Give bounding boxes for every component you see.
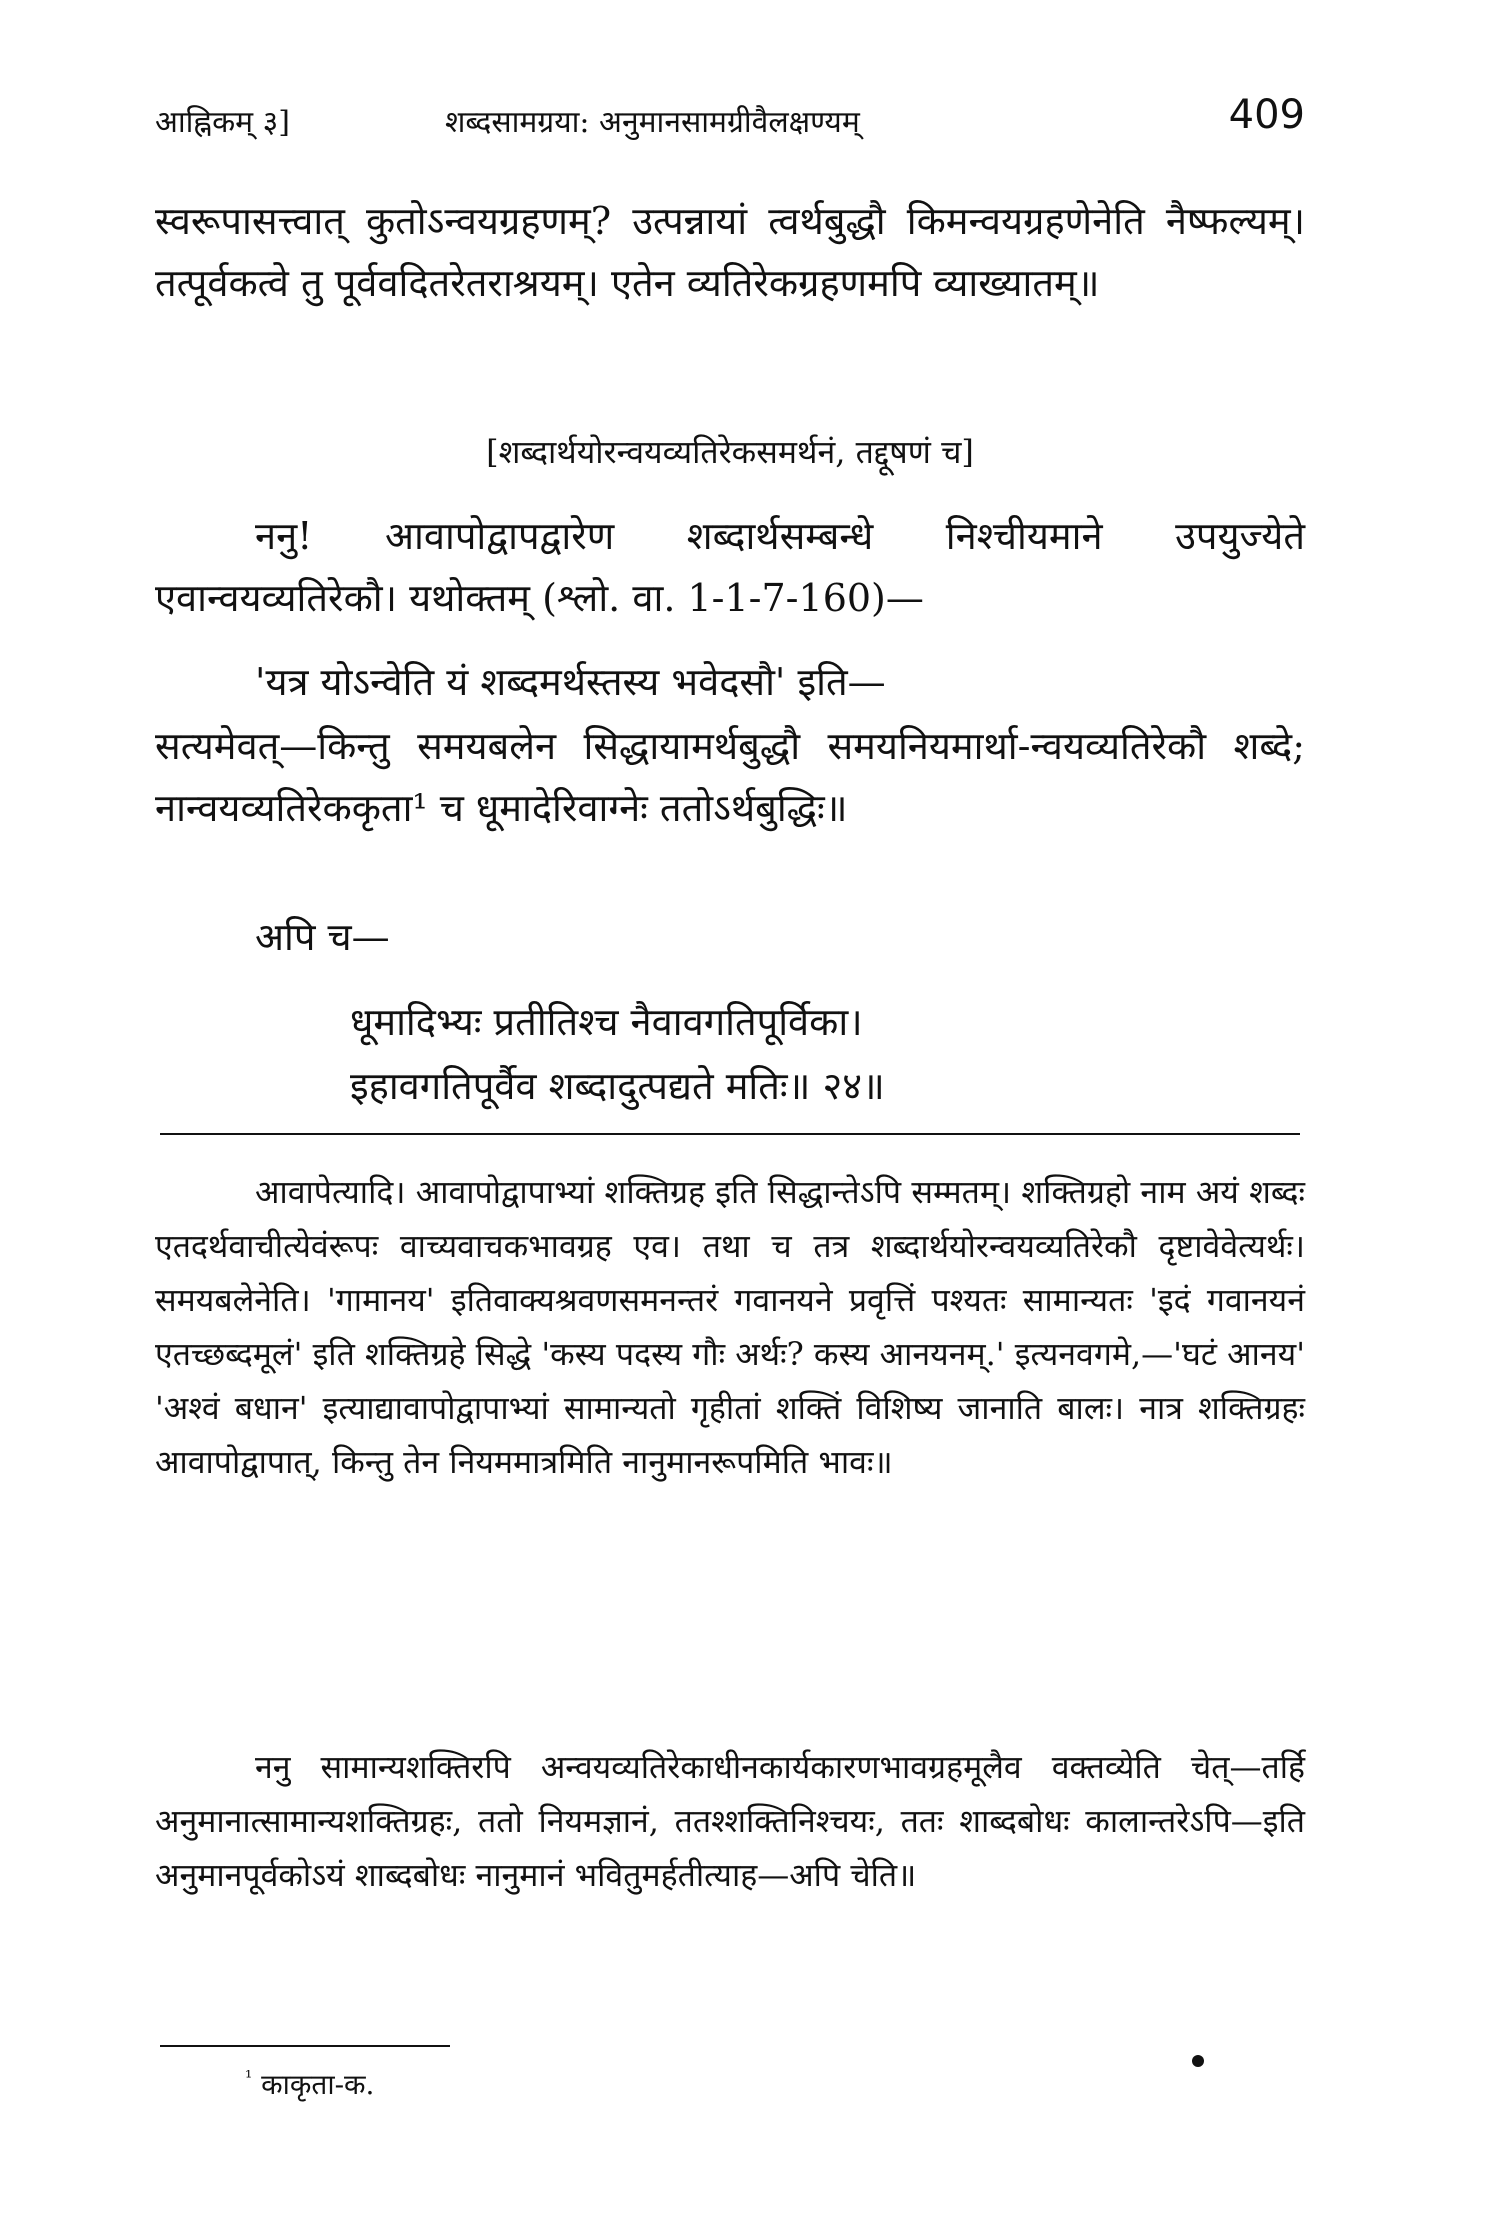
- section-heading: [शब्दार्थयोरन्वयव्यतिरेकसमर्थनं, तद्दूषणं च]: [486, 433, 974, 471]
- commentary-paragraph-1: आवापेत्यादि। आवापोद्वापाभ्यां शक्तिग्रह इति सिद्धान्तेऽपि सम्मतम्। शक्तिग्रहो नाम अयं शब्दः एतदर्थवाचीत्येवंरूपः वाच्यवाचकभावग्रह एव। तथा च तत्र शब्दार्थयोरन्वयव्यतिरेकौ दृष्टावेवेत्यर्थः। समयबलेनेति। 'गामानय' इतिवाक्यश्रवणसमनन्तरं गवानयने प्रवृत्तिं पश्यतः सामान्यतः 'इदं गवानयनं एतच्छब्दमूलं' इति शक्तिग्रहे सिद्धे 'कस्य पदस्य गौः अर्थः? कस्य आनयनम्.' इत्यनवगमे,—'घटं आनय' 'अश्वं बधान' इत्याद्यावापोद्वापाभ्यां सामान्यतो गृहीतां शक्तिं विशिष्य जानाति बालः। नात्र शक्तिग्रहः आवापोद्वापात्, किन्तु तेन नियममात्रमिति नानुमानरूपमिति भावः॥: [155, 1173, 1305, 1481]
- footnote-mark: ¹: [245, 2067, 253, 2089]
- running-header: [155, 92, 1305, 150]
- main-paragraph-1: स्वरूपासत्त्वात् कुतोऽन्वयग्रहणम्? उत्पन्नायां त्वर्थबुद्धौ किमन्वयग्रहणेनेति नैष्फल्यम्। तत्पूर्वकत्वे तु पूर्ववदितरेतराश्रयम्। एतेन व्यतिरेकग्रहणमपि व्याख्यातम्॥: [155, 199, 1305, 305]
- header-chapter: आह्निकम् ३]: [155, 105, 290, 140]
- verse-line-1: धूमादिभ्यः प्रतीतिश्च नैवावगतिपूर्विका।: [350, 1000, 863, 1044]
- quoted-verse: 'यत्र योऽन्वेति यं शब्दमर्थस्तस्य भवेदसौ' इति—: [255, 660, 886, 704]
- commentary-paragraph-2: ननु सामान्यशक्तिरपि अन्वयव्यतिरेकाधीनकार्यकारणभावग्रहमूलैव वक्तव्येति चेत्—तर्हि अनुमानात्सामान्यशक्तिग्रहः, ततो नियमज्ञानं, ततश्शक्तिनिश्चयः, ततः शाब्दबोधः कालान्तरेऽपि—इति अनुमानपूर्वकोऽयं शाब्दबोधः नानुमानं भवितुमर्हतीत्याह—अपि चेति॥: [155, 1748, 1305, 1894]
- main-paragraph-2: ननु! आवापोद्वापद्वारेण शब्दार्थसम्बन्धे निश्चीयमाने उपयुज्येते एवान्वयव्यतिरेकौ। यथोक्तम् (श्लो. वा. 1-1-7-160)—: [155, 514, 1305, 620]
- footnote-text: काकृता-क.: [261, 2068, 375, 2101]
- api-ca-line: अपि च—: [255, 915, 390, 959]
- ink-dot: [1192, 2055, 1204, 2067]
- main-paragraph-3: सत्यमेवत्—किन्तु समयबलेन सिद्धायामर्थबुद्धौ समयनियमार्था-न्वयव्यतिरेकौ शब्दे; नान्वयव्यतिरेककृता¹ च धूमादेरिवाग्नेः ततोऽर्थबुद्धिः॥: [155, 724, 1305, 830]
- page-number: 409: [1228, 92, 1305, 138]
- footnote: [245, 2065, 374, 2103]
- header-title: शब्दसामग्रया: अनुमानसामग्रीवैलक्षण्यम्: [445, 105, 860, 140]
- karika-verse: [350, 990, 1250, 1118]
- commentary-divider: [160, 1133, 1300, 1135]
- verse-line-2: इहावगतिपूर्वैव शब्दादुत्पद्यते मतिः॥ २४॥: [350, 1064, 885, 1108]
- footnote-divider: [160, 2045, 450, 2047]
